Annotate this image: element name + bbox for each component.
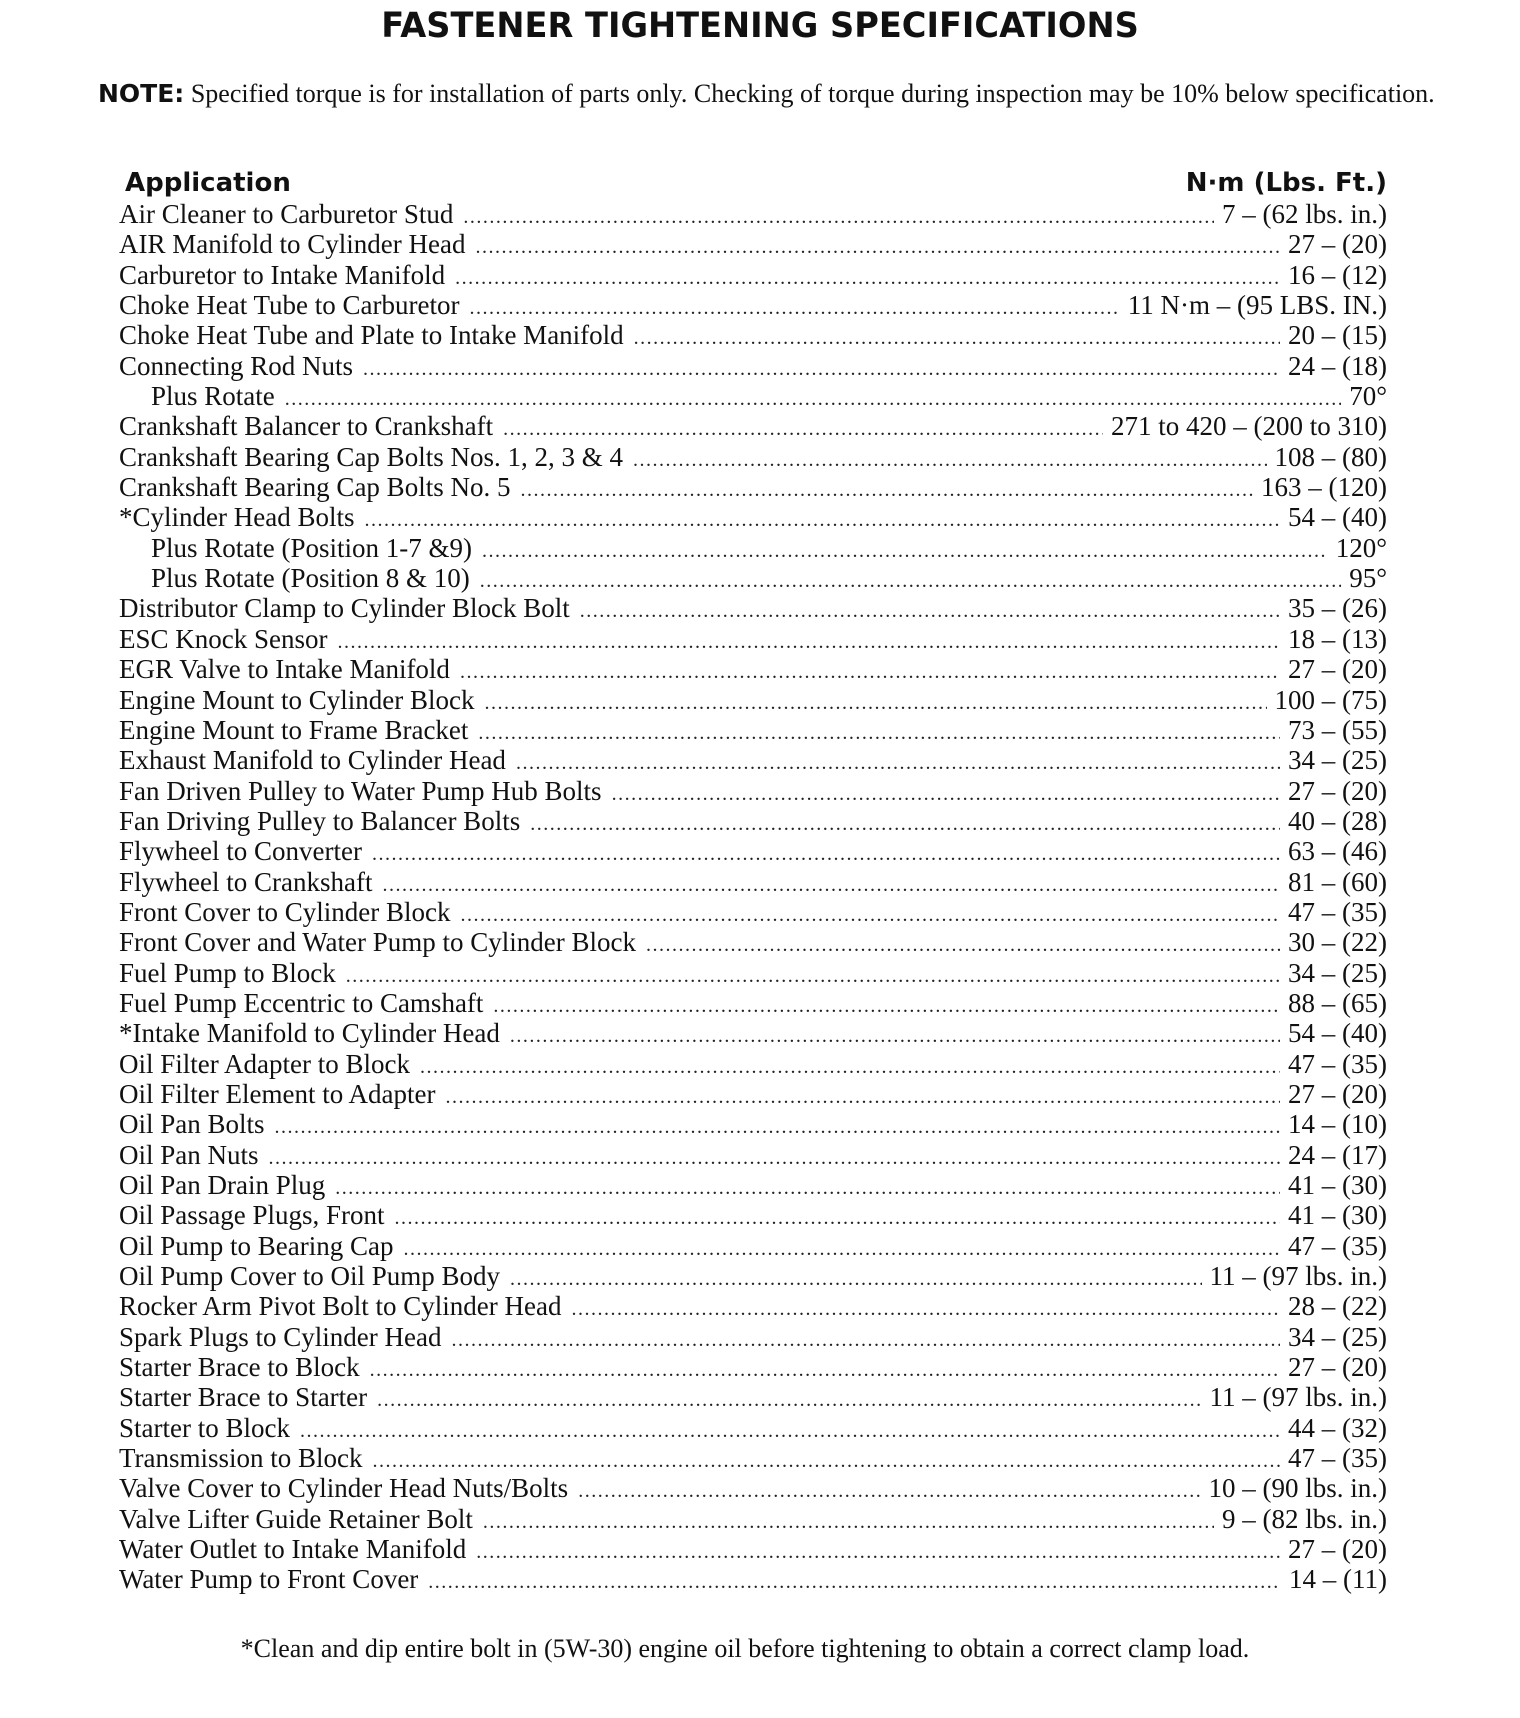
page-title: FASTENER TIGHTENING SPECIFICATIONS xyxy=(381,6,1139,46)
dot-leader xyxy=(516,748,1280,775)
dot-leader xyxy=(445,1082,1280,1109)
note-label: NOTE: xyxy=(98,79,185,108)
torque-cell: 81 – (60) xyxy=(1288,866,1387,897)
torque-cell: 47 – (35) xyxy=(1288,1230,1387,1261)
torque-cell: 35 – (26) xyxy=(1288,593,1387,624)
dot-leader xyxy=(420,1052,1280,1079)
table-row xyxy=(119,381,1387,411)
application-cell: Starter to Block xyxy=(119,1412,290,1443)
application-cell: *Cylinder Head Bolts xyxy=(119,502,355,533)
application-cell: Oil Pan Bolts xyxy=(119,1109,265,1140)
table-row xyxy=(119,1413,1387,1443)
torque-cell: 24 – (17) xyxy=(1288,1139,1387,1170)
torque-cell: 44 – (32) xyxy=(1288,1412,1387,1443)
application-cell: Rocker Arm Pivot Bolt to Cylinder Head xyxy=(119,1291,562,1322)
torque-cell: 163 – (120) xyxy=(1261,472,1387,503)
table-row xyxy=(119,1443,1387,1473)
table-row xyxy=(119,472,1387,502)
table-row xyxy=(119,897,1387,927)
application-cell: Transmission to Block xyxy=(119,1443,363,1474)
torque-cell: 54 – (40) xyxy=(1288,1018,1387,1049)
dot-leader xyxy=(285,384,1341,411)
dot-leader xyxy=(363,354,1280,381)
application-cell: Water Outlet to Intake Manifold xyxy=(119,1534,467,1565)
dot-leader xyxy=(580,596,1280,623)
table-row xyxy=(119,1534,1387,1564)
dot-leader xyxy=(275,1112,1280,1139)
torque-cell: 63 – (46) xyxy=(1288,836,1387,867)
dot-leader xyxy=(520,475,1253,502)
application-cell: Starter Brace to Block xyxy=(119,1352,360,1383)
torque-cell: 30 – (22) xyxy=(1288,927,1387,958)
dot-leader xyxy=(382,870,1280,897)
dot-leader xyxy=(483,1507,1214,1534)
application-cell: Valve Cover to Cylinder Head Nuts/Bolts xyxy=(119,1473,569,1504)
application-cell: Flywheel to Converter xyxy=(119,836,362,867)
application-cell: ESC Knock Sensor xyxy=(119,623,328,654)
torque-cell: 9 – (82 lbs. in.) xyxy=(1222,1503,1387,1534)
table-row xyxy=(119,715,1387,745)
table-row xyxy=(119,685,1387,715)
torque-cell: 16 – (12) xyxy=(1288,259,1387,290)
torque-cell: 70° xyxy=(1349,381,1387,412)
application-cell: Starter Brace to Starter xyxy=(119,1382,368,1413)
torque-cell: 88 – (65) xyxy=(1288,987,1387,1018)
table-row xyxy=(119,411,1387,441)
torque-cell: 27 – (20) xyxy=(1288,1078,1387,1109)
application-cell: Engine Mount to Cylinder Block xyxy=(119,684,475,715)
table-row xyxy=(119,1109,1387,1139)
dot-leader xyxy=(373,1446,1280,1473)
dot-leader xyxy=(478,718,1280,745)
torque-cell: 27 – (20) xyxy=(1288,775,1387,806)
dot-leader xyxy=(451,1325,1280,1352)
application-cell: Spark Plugs to Cylinder Head xyxy=(119,1321,442,1352)
dot-leader xyxy=(510,1264,1201,1291)
dot-leader xyxy=(571,1294,1280,1321)
application-cell: Oil Passage Plugs, Front xyxy=(119,1200,385,1231)
table-row xyxy=(119,351,1387,381)
application-cell: Exhaust Manifold to Cylinder Head xyxy=(119,745,506,776)
application-cell: Flywheel to Crankshaft xyxy=(119,866,373,897)
table-row xyxy=(119,320,1387,350)
dot-leader xyxy=(395,1203,1280,1230)
table-row xyxy=(119,958,1387,988)
table-row xyxy=(119,593,1387,623)
table-row xyxy=(119,1018,1387,1048)
torque-cell: 11 – (97 lbs. in.) xyxy=(1209,1382,1387,1413)
dot-leader xyxy=(335,1173,1280,1200)
dot-leader xyxy=(346,961,1280,988)
torque-cell: 34 – (25) xyxy=(1288,1321,1387,1352)
table-row xyxy=(119,1079,1387,1109)
torque-cell: 28 – (22) xyxy=(1288,1291,1387,1322)
torque-cell: 120° xyxy=(1335,532,1387,563)
table-row xyxy=(119,867,1387,897)
table-row xyxy=(119,533,1387,563)
application-cell: Oil Pump Cover to Oil Pump Body xyxy=(119,1261,501,1292)
application-cell: Front Cover and Water Pump to Cylinder Block xyxy=(119,927,637,958)
torque-cell: 7 – (62 lbs. in.) xyxy=(1222,199,1387,229)
application-cell: Plus Rotate xyxy=(151,381,275,412)
torque-cell: 27 – (20) xyxy=(1288,654,1387,685)
torque-cell: 108 – (80) xyxy=(1274,441,1387,472)
torque-cell: 34 – (25) xyxy=(1288,957,1387,988)
table-row xyxy=(119,1504,1387,1534)
torque-cell: 20 – (15) xyxy=(1288,320,1387,351)
torque-cell: 27 – (20) xyxy=(1288,1352,1387,1383)
torque-cell: 11 N·m – (95 LBS. IN.) xyxy=(1127,290,1387,321)
column-header-torque: N·m (Lbs. Ft.) xyxy=(1185,168,1387,198)
application-cell: Choke Heat Tube and Plate to Intake Manifold xyxy=(119,320,624,351)
application-cell: Oil Pump to Bearing Cap xyxy=(119,1230,394,1261)
application-cell: Water Pump to Front Cover xyxy=(119,1564,419,1595)
table-row xyxy=(119,1322,1387,1352)
note-text: Specified torque is for installation of parts only. Checking of torque during inspection may be 10% below specification. xyxy=(184,79,1435,108)
table-row xyxy=(119,1200,1387,1230)
dot-leader xyxy=(503,414,1103,441)
dot-leader xyxy=(510,1021,1280,1048)
dot-leader xyxy=(372,839,1280,866)
torque-cell: 14 – (11) xyxy=(1289,1564,1387,1595)
dot-leader xyxy=(612,779,1280,806)
dot-leader xyxy=(338,627,1281,654)
application-cell: Crankshaft Bearing Cap Bolts Nos. 1, 2, 3 & 4 xyxy=(119,441,623,472)
column-header-application: Application xyxy=(125,168,291,198)
dot-leader xyxy=(428,1567,1281,1594)
torque-cell: 27 – (20) xyxy=(1288,1534,1387,1565)
application-cell: Fuel Pump to Block xyxy=(119,957,336,988)
table-row xyxy=(119,1049,1387,1079)
application-cell: Plus Rotate (Position 8 & 10) xyxy=(151,563,470,594)
application-cell: Valve Lifter Guide Retainer Bolt xyxy=(119,1503,473,1534)
dot-leader xyxy=(493,991,1280,1018)
table-header xyxy=(119,168,1387,202)
torque-cell: 10 – (90 lbs. in.) xyxy=(1208,1473,1387,1504)
dot-leader xyxy=(370,1355,1280,1382)
application-cell: Oil Pan Drain Plug xyxy=(119,1170,326,1200)
application-cell: Front Cover to Cylinder Block xyxy=(119,896,451,927)
table-row xyxy=(119,442,1387,472)
application-cell: Crankshaft Balancer to Crankshaft xyxy=(119,411,494,442)
torque-cell: 41 – (30) xyxy=(1288,1200,1387,1231)
application-cell: Fan Driven Pulley to Water Pump Hub Bolts xyxy=(119,775,602,806)
torque-cell: 47 – (35) xyxy=(1288,1443,1387,1474)
table-row xyxy=(119,260,1387,290)
dot-leader xyxy=(463,202,1214,229)
torque-cell: 18 – (13) xyxy=(1288,623,1387,654)
dot-leader xyxy=(633,445,1267,472)
table-row xyxy=(119,1382,1387,1412)
table-row xyxy=(119,1140,1387,1170)
torque-cell: 11 – (97 lbs. in.) xyxy=(1209,1261,1387,1292)
dot-leader xyxy=(482,536,1328,563)
application-cell: Distributor Clamp to Cylinder Block Bolt xyxy=(119,593,570,624)
table-row xyxy=(119,199,1387,229)
table-row xyxy=(119,806,1387,836)
application-cell: AIR Manifold to Cylinder Head xyxy=(119,229,466,260)
table-row xyxy=(119,502,1387,532)
application-cell: *Intake Manifold to Cylinder Head xyxy=(119,1018,500,1049)
dot-leader xyxy=(377,1385,1201,1412)
dot-leader xyxy=(476,1537,1280,1564)
application-cell: Engine Mount to Frame Bracket xyxy=(119,714,469,745)
table-row xyxy=(119,927,1387,957)
spec-list xyxy=(119,199,1387,1595)
torque-cell: 47 – (35) xyxy=(1288,1048,1387,1079)
table-row xyxy=(119,624,1387,654)
dot-leader xyxy=(469,293,1119,320)
note-paragraph xyxy=(26,78,1496,110)
table-row xyxy=(119,1231,1387,1261)
application-cell: Oil Pan Nuts xyxy=(119,1139,259,1170)
torque-cell: 24 – (18) xyxy=(1288,350,1387,381)
dot-leader xyxy=(530,809,1280,836)
dot-leader xyxy=(475,232,1280,259)
dot-leader xyxy=(484,688,1266,715)
dot-leader xyxy=(455,263,1280,290)
dot-leader xyxy=(269,1143,1281,1170)
table-row xyxy=(119,1261,1387,1291)
table-row xyxy=(119,290,1387,320)
torque-cell: 271 to 420 – (200 to 310) xyxy=(1111,411,1387,442)
table-row xyxy=(119,1564,1387,1594)
application-cell: Carburetor to Intake Manifold xyxy=(119,259,446,290)
table-row xyxy=(119,229,1387,259)
table-row xyxy=(119,563,1387,593)
torque-cell: 27 – (20) xyxy=(1288,229,1387,260)
table-row xyxy=(119,776,1387,806)
application-cell: Fuel Pump Eccentric to Camshaft xyxy=(119,987,484,1018)
dot-leader xyxy=(460,900,1280,927)
table-row xyxy=(119,836,1387,866)
dot-leader xyxy=(480,566,1341,593)
dot-leader xyxy=(634,323,1280,350)
torque-cell: 41 – (30) xyxy=(1288,1170,1387,1200)
table-row xyxy=(119,745,1387,775)
application-cell: Fan Driving Pulley to Balancer Bolts xyxy=(119,805,521,836)
table-row xyxy=(119,1291,1387,1321)
torque-cell: 54 – (40) xyxy=(1288,502,1387,533)
application-cell: Air Cleaner to Carburetor Stud xyxy=(119,199,454,229)
dot-leader xyxy=(646,930,1280,957)
application-cell: Oil Filter Element to Adapter xyxy=(119,1078,436,1109)
torque-cell: 34 – (25) xyxy=(1288,745,1387,776)
application-cell: Choke Heat Tube to Carburetor xyxy=(119,290,460,321)
footnote: *Clean and dip entire bolt in (5W-30) engine oil before tightening to obtain a correct clamp load. xyxy=(240,1634,1250,1663)
dot-leader xyxy=(460,657,1280,684)
torque-cell: 40 – (28) xyxy=(1288,805,1387,836)
torque-cell: 100 – (75) xyxy=(1274,684,1387,715)
table-row xyxy=(119,654,1387,684)
torque-cell: 73 – (55) xyxy=(1288,714,1387,745)
application-cell: EGR Valve to Intake Manifold xyxy=(119,654,450,685)
dot-leader xyxy=(403,1234,1280,1261)
dot-leader xyxy=(364,505,1280,532)
dot-leader xyxy=(578,1476,1200,1503)
torque-cell: 47 – (35) xyxy=(1288,896,1387,927)
application-cell: Plus Rotate (Position 1-7 &9) xyxy=(151,532,473,563)
torque-cell: 14 – (10) xyxy=(1288,1109,1387,1140)
application-cell: Oil Filter Adapter to Block xyxy=(119,1048,410,1079)
application-cell: Crankshaft Bearing Cap Bolts No. 5 xyxy=(119,472,511,503)
table-row xyxy=(119,1473,1387,1503)
dot-leader xyxy=(300,1416,1280,1443)
table-row xyxy=(119,988,1387,1018)
application-cell: Connecting Rod Nuts xyxy=(119,350,353,381)
torque-cell: 95° xyxy=(1349,563,1387,594)
table-row xyxy=(119,1170,1387,1200)
table-row xyxy=(119,1352,1387,1382)
